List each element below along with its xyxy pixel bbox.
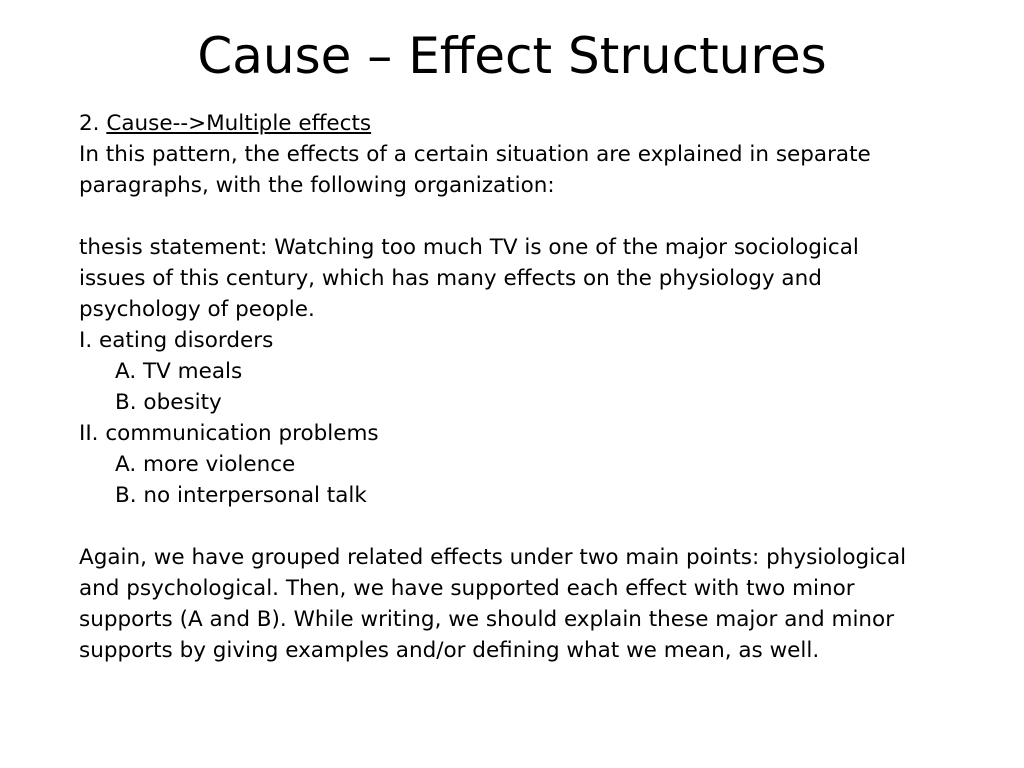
conclusion-line: supports (A and B). While writing, we should explain these major and minor (79, 607, 895, 632)
outline-subpoint: B. obesity (115, 390, 222, 415)
outline-subpoint: B. no interpersonal talk (115, 483, 367, 508)
slide-body (79, 108, 999, 666)
thesis-line: psychology of people. (79, 297, 315, 322)
intro-line: In this pattern, the effects of a certain situation are explained in separate (79, 142, 871, 167)
thesis-line: issues of this century, which has many effects on the physiology and (79, 266, 822, 291)
conclusion-line: Again, we have grouped related effects under two main points: physiological (79, 545, 907, 570)
outline-point: I. eating disorders (79, 328, 274, 353)
section-number: 2. (79, 111, 107, 136)
slide-title: Cause – Effect Structures (197, 27, 827, 85)
conclusion-line: supports by giving examples and/or defining what we mean, as well. (79, 638, 820, 663)
spacer (79, 511, 999, 542)
outline-subpoint: A. more violence (115, 452, 296, 477)
thesis-line: thesis statement: Watching too much TV is one of the major sociological (79, 235, 859, 260)
section-heading-text: Cause-->Multiple effects (106, 111, 372, 136)
outline-point: II. communication problems (79, 421, 379, 446)
outline-subpoint: A. TV meals (115, 359, 243, 384)
section-heading (79, 108, 999, 139)
conclusion-line: and psychological. Then, we have supported each effect with two minor (79, 576, 855, 601)
intro-line: paragraphs, with the following organization: (79, 173, 555, 198)
spacer (79, 201, 999, 232)
